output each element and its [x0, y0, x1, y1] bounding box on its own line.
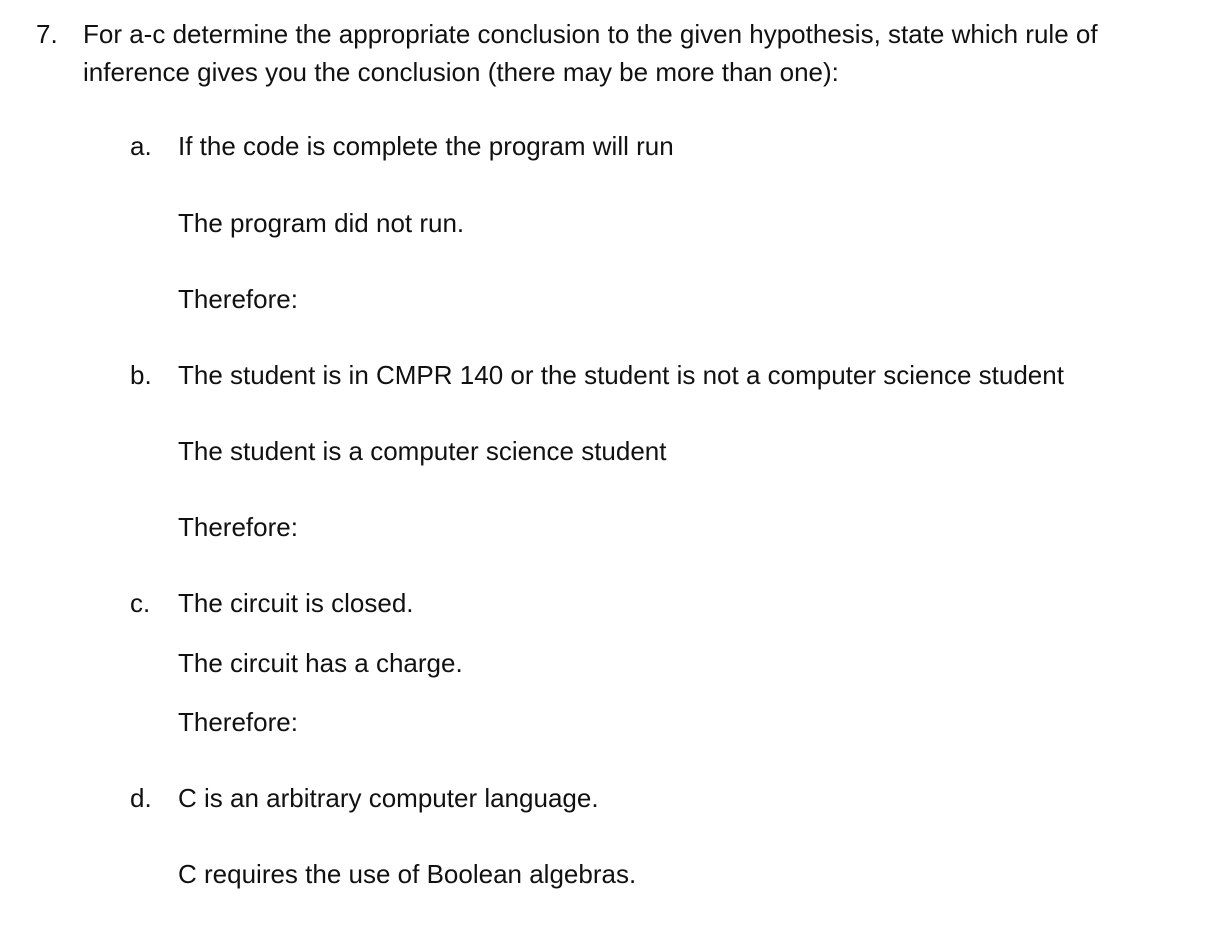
item-b-premise-1: The student is in CMPR 140 or the student is not a computer science student [178, 360, 1064, 390]
item-c-premise-2: The circuit has a charge. [178, 648, 463, 678]
question-prompt-line-1: For a-c determine the appropriate conclusion to the given hypothesis, state which rule of [83, 19, 1098, 49]
item-a-therefore: Therefore: [178, 284, 298, 314]
item-d-letter: d. [130, 783, 152, 813]
item-b-letter: b. [130, 360, 152, 390]
item-b-premise-2: The student is a computer science student [178, 436, 667, 466]
item-c-letter: c. [130, 588, 151, 618]
item-a-premise-2: The program did not run. [178, 208, 465, 238]
question-prompt-line-2: inference gives you the conclusion (there may be more than one): [83, 57, 839, 87]
item-a-premise-1: If the code is complete the program will run [178, 131, 674, 161]
question-prompt [83, 15, 1203, 91]
item-d-premise-1: C is an arbitrary computer language. [178, 783, 599, 813]
item-c-premise-1: The circuit is closed. [178, 588, 414, 618]
item-d-premise-2: C requires the use of Boolean algebras. [178, 859, 637, 889]
question-number: 7. [36, 19, 58, 49]
item-a-letter: a. [130, 131, 152, 161]
item-b-therefore: Therefore: [178, 512, 298, 542]
item-c-therefore: Therefore: [178, 707, 298, 737]
